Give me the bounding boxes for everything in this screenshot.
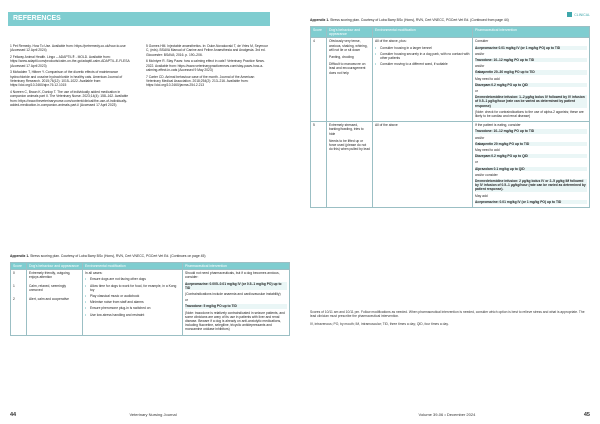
pharm-cell [473,38,590,122]
pharm-text: May add [475,193,488,198]
drug-dose: Alprazolam 0.1 mg/kg up to QID [475,167,587,171]
col-header-environment: Environmental modification [373,27,473,38]
col-header-pharm: Pharmaceutical intervention [473,27,590,38]
pharm-cell [473,122,590,208]
references-heading: REFERENCES [8,12,270,26]
score-cell: 0 1 2 [11,270,27,335]
pharm-text: May need to add [475,148,500,153]
abbreviations-text: IV, intravenous; PO, by mouth; IM, intramuscular; TID, three times a day; QID, four times a day. [310,321,449,326]
col-header-behaviour: Dog's behaviour and appearance [327,27,373,38]
drug-dose: Gabapentin 20 mg/kg PO up to TID [475,142,587,146]
pharm-text: or [475,89,478,94]
square-icon [567,12,572,17]
environment-cell: All of the above, plus: • Consider housing in a larger kennel • Consider housing securely in a dog park, with no contact with other patients • Consider moving to a different ward, if suitable [373,38,473,122]
page-number: 44 [10,412,17,418]
table-row [311,38,590,122]
table-notes [310,310,590,329]
pharm-text: If the patient is eating, consider [475,123,521,128]
stress-table-right [310,26,590,208]
reference-item: 2 Feliway Animal Health. Lingo – ADAPTIL® - MOLD. Available from: https://www.adaptil.com/products/calm-on-the-go/adaptil-calm-ADAPTIL-E-FLESA (Accessed 17 April 2023) [10,55,130,68]
pharm-text: and/or [475,64,485,69]
drug-dose: Gabapentin 20–30 mg/kg PO up to TID [475,70,587,74]
note-text: Scores of 10/11 am and 10/11 pm. Follow modifications as needed. When pharmaceutical intervention is needed, consider which option is best to relieve stress and what is appropriate. The lead clinician must prescribe the pharmaceutical intervention. [310,310,585,319]
pharm-text: Consider [475,39,489,44]
drug-dose: Diazepam 0.2 mg/kg PO up to QID [475,83,587,87]
score-cell: 4 [311,38,327,122]
table-title: Appendix 1. Stress scoring plan. Courtesy of Luba Barry BSc (Hons), RVN, Cert VNECC, PGCert Vet Ed. (Continued from page 44) [310,18,509,22]
col-header-environment: Environmental modification [83,263,183,270]
drug-dose: Acepromazine: 0.01 mg/kg IV (or 1 mg/kg PO) up to TID [475,200,587,204]
score-cell: 5 [311,122,327,208]
behaviour-cell: Obviously very tense, anxious, shaking, whining, will not lie or sit down Panting, drooling Difficult to manoeuvre on lead and encouragement does not help [327,38,373,122]
environment-cell: In all cases: • Ensure dogs are not facing other dogs • Allow time for dogs to work for food, for example, in a Kong toy • Play classical music or audiobook • Minimise noise from staff and alarms • Ensure pheromone plug-in is switched on • Use low-stress handling and restraint [83,270,183,335]
right-page [300,0,600,424]
drug-dose: Trazodone: 10–12 mg/kg PO up to TID [475,58,587,62]
pharm-text: (Note: check for contraindications to the use of alpha-2 agonists; these are likely to be cardiac and renal disease) [475,109,584,119]
pharm-text: and/or [475,51,485,56]
drug-dose: Trazodone: 10–12 mg/kg PO up to TID [475,129,587,133]
reference-item: 3 Mcfadden T, Hiltner Y. Comparison of the diuretic effects of maintenance hydrochloride and oxazine hydrochloride in healthy cats. American Journal of Veterinary Research. 2015;76(12): 1015–1022. Available from: https://doi.org/10.2460/ajvr.76.12.1015 [10,70,123,88]
reference-item: 4 Noreen C, Braun K, Dunlop T. The use of individually added medication in companion animals part II. The Veterinary Nurse. 2023;14(4): 158–162. Available from: https://www.theveterinarynurse.com/content/clinical/the-use-of-individually-added-medication-in-companion-animals-part-ii (Accessed 17 April 2023) [10,90,129,108]
drug-dose: Acepromazine 0.01 mg/kg IV (or 1 mg/kg PO) up to TID [475,46,587,50]
stress-table-left [10,262,290,336]
left-footer [10,412,290,418]
col-header-pharm: Pharmaceutical intervention [183,263,290,270]
col-header-score: Score [311,27,327,38]
page-number: 45 [583,412,590,418]
issue-info: Volume 39-06 • December 2024 [418,412,476,417]
section-tag: CLINICAL [567,12,590,17]
right-footer [310,412,590,418]
reference-item: 7 Carter CD. Animal behaviour case of the month. Journal of the American Veterinary Medical Association. 2018;254(2): 213–216. Available from: https://doi.org/10.2460/javma.254.2.213 [146,74,255,88]
pharm-cell: Should not need pharmaceuticals, but if a dog becomes anxious, consider: Acepromazine: 0.005–0.01 mg/kg IV (or 0.5–1 mg/kg PO) up to TID (Contraindications include anaemia and cardiovascular instability) or Trazodone: 5 mg/kg PO up to TID (Note: trazodone is relatively contraindicated in seizure patients, and some clinicians are wary of its use in patients with liver and renal disease. Beware if a dog is already on anti-anxiolytic medications, including fluoxetine, selegiline, tricyclic antidepressants and monoamine oxidase inhibitors) [183,270,290,335]
col-header-behaviour: Dog's behaviour and appearance [27,263,83,270]
pharm-text: and/or [475,135,485,140]
table-row [311,122,590,208]
col-header-score: Score [11,263,27,270]
reference-item: 5 Gomes HM. Injectable anaesthetics. In: Duke-Novakovski T, de Vries M, Seymour C, (eds). BSAVA Manual of Canine and Feline Anaesthesia and Analgesia. 3rd ed. Gloucester: BSAVA; 2016. p. 190–206. [146,44,268,57]
drug-dose: Dexmedetomidine infusion: 2 µg/kg bolus IV or 2–5 µg/kg IM followed by IV infusion of 0.5–1 µg/kg/hour (rate can be varied as determined by patient response). [475,179,586,192]
behaviour-cell: Extremely stressed, barking/howling, tries to hide Needs to be lifted up or force used (please do not do this) when pulled by lead [327,122,373,208]
table-title: Appendix 1. Stress scoring plan. Courtesy of Luba Barry BSc (Hons), RVN, Cert VNECC, PGCert Vet Ed. (Continues on page 45) [10,254,206,258]
environment-cell: All of the above [373,122,473,208]
pharm-text: and/or consider [475,172,498,177]
table-row [11,270,290,335]
reference-item: 6 McIntyre R. Stay Paws: how a calming effect in cats? Veterinary Practice News. 2022. Available from: https://www.veterinarypracticenews.com/stay-paws-how-a-calming-effect-in-cats (Accessed 9 May 2023) [146,59,265,72]
pharm-text: or [475,160,478,165]
drug-dose: Dexmedetomidine infusion: 1–2 µg/kg bolus IV followed by IV infusion of 0.5–1 µg/kg/hour (rate can be varied as determined by patient response) [475,95,587,108]
drug-dose: Diazepam 0.2 mg/kg PO up to QID [475,154,587,158]
journal-name: Veterinary Nursing Journal [129,412,177,417]
pharm-text: May need to add [475,76,500,81]
references-column-2 [146,44,268,90]
behaviour-cell: Extremely friendly, outgoing, enjoys attention Calm, relaxed, seemingly unmoved Alert, calm and cooperative [27,270,83,335]
references-column-1 [10,44,132,110]
reference-item: 1 Pet Remedy. How To Use. Available from: https://petremedy.co.uk/how-to-use (Accessed 12 April 2024) [10,44,126,53]
